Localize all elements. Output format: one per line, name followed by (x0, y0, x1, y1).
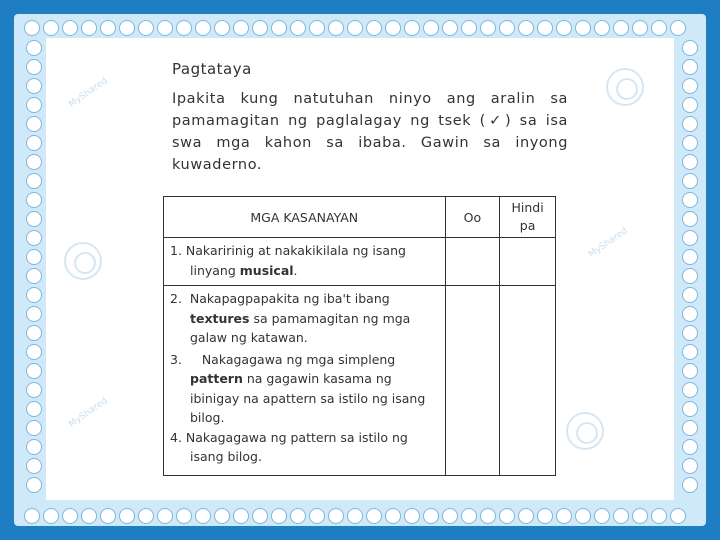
frame-scallop (100, 508, 116, 524)
frame-scallop (119, 508, 135, 524)
item-bold-term: musical (239, 262, 294, 278)
frame-scallop (26, 363, 42, 379)
frame-scallop (537, 20, 553, 36)
frame-scallop (575, 20, 591, 36)
frame-scallop (442, 20, 458, 36)
frame-scallop (81, 20, 97, 36)
frame-scallop (233, 20, 249, 36)
frame-scallop (26, 192, 42, 208)
frame-scallop (26, 325, 42, 341)
frame-scallop (26, 306, 42, 322)
frame-scallop (157, 508, 173, 524)
frame-scallop (290, 508, 306, 524)
frame-scallop (632, 508, 648, 524)
watermark-text: MyShared (67, 396, 110, 430)
item-text: Nakagagawa ng mga simpleng (201, 351, 396, 367)
frame-scallop (328, 508, 344, 524)
frame-scallop (26, 173, 42, 189)
frame-scallop (119, 20, 135, 36)
frame-scallop (682, 78, 698, 94)
frame-scallop (670, 20, 686, 36)
header-yes: Oo (445, 197, 500, 238)
frame-scallop (26, 154, 42, 170)
frame-scallop (632, 20, 648, 36)
frame-scallop (499, 508, 515, 524)
checkbox-not-yet-2[interactable] (500, 286, 556, 476)
frame-scallop (347, 508, 363, 524)
item-text: linyang (190, 262, 240, 278)
frame-scallop (682, 211, 698, 227)
frame-scallop (480, 20, 496, 36)
item-text: Nakaririnig at nakakikilala ng isang (185, 243, 406, 258)
frame-scallop (81, 508, 97, 524)
frame-scallop (682, 97, 698, 113)
frame-scallop (26, 287, 42, 303)
frame-scallop (252, 20, 268, 36)
frame-scallop (518, 508, 534, 524)
checklist-table (163, 196, 556, 476)
frame-scallop (366, 20, 382, 36)
frame-scallop (176, 20, 192, 36)
frame-scallop (682, 458, 698, 474)
item-text: na gagawin kasama ng (242, 371, 392, 386)
frame-scallop (214, 20, 230, 36)
checkbox-yes-1[interactable] (445, 238, 500, 286)
swirl-watermark-icon (64, 242, 102, 280)
item-bold-term: pattern (190, 371, 243, 386)
table-row (164, 286, 556, 476)
frame-scallop (366, 508, 382, 524)
frame-scallop (347, 20, 363, 36)
watermark-text: MyShared (587, 226, 630, 260)
frame-scallop (26, 458, 42, 474)
section-heading: Pagtataya (172, 60, 252, 78)
swirl-watermark-icon (566, 412, 604, 450)
frame-scallop (26, 382, 42, 398)
item-text: ibinigay na apattern sa istilo ng isang (190, 390, 426, 406)
frame-scallop (26, 249, 42, 265)
frame-scallop (26, 344, 42, 360)
frame-scallop (309, 508, 325, 524)
frame-scallop (518, 20, 534, 36)
frame-scallop (214, 508, 230, 524)
checkbox-not-yet-1[interactable] (500, 238, 556, 286)
frame-scallop (404, 508, 420, 524)
frame-scallop (271, 508, 287, 524)
frame-scallop (404, 20, 420, 36)
frame-scallop (24, 508, 40, 524)
header-not-yet-line2: pa (519, 218, 536, 233)
frame-scallop (423, 508, 439, 524)
frame-scallop (26, 59, 42, 75)
frame-scallop (252, 508, 268, 524)
frame-scallop (613, 508, 629, 524)
frame-scallop (176, 508, 192, 524)
frame-scallop (138, 20, 154, 36)
frame-scallop (682, 59, 698, 75)
frame-scallop (423, 20, 439, 36)
frame-scallop (290, 20, 306, 36)
frame-scallop (682, 306, 698, 322)
frame-scallop (385, 508, 401, 524)
frame-scallop (233, 508, 249, 524)
watermark-text: MyShared (67, 76, 110, 110)
frame-scallop (100, 20, 116, 36)
frame-scallop (26, 40, 42, 56)
frame-scallop (26, 268, 42, 284)
frame-scallop (682, 116, 698, 132)
frame-scallop (575, 508, 591, 524)
item-number: 3. (170, 351, 182, 367)
frame-scallop (682, 40, 698, 56)
frame-scallop (556, 508, 572, 524)
frame-scallop (26, 116, 42, 132)
item-text: isang bilog. (190, 449, 262, 464)
frame-scallop (157, 20, 173, 36)
skill-item-1 (164, 238, 446, 286)
frame-scallop (26, 97, 42, 113)
frame-scallop (499, 20, 515, 36)
frame-scallop (682, 268, 698, 284)
frame-scallop (442, 508, 458, 524)
frame-scallop (138, 508, 154, 524)
item-number: 1. (170, 243, 182, 258)
header-not-yet (500, 197, 556, 238)
frame-scallop (328, 20, 344, 36)
frame-scallop (594, 508, 610, 524)
frame-scallop (62, 20, 78, 36)
frame-scallop (309, 20, 325, 36)
table-header-row (164, 197, 556, 238)
checkbox-yes-2[interactable] (445, 286, 500, 476)
frame-scallop (24, 20, 40, 36)
skill-item-2-4 (164, 286, 446, 476)
frame-scallop (195, 20, 211, 36)
table-row (164, 238, 556, 286)
frame-scallop (26, 230, 42, 246)
frame-scallop (556, 20, 572, 36)
frame-scallop (43, 508, 59, 524)
frame-scallop (682, 363, 698, 379)
frame-scallop (682, 439, 698, 455)
item-text: galaw ng katawan. (190, 330, 308, 345)
frame-scallop (537, 508, 553, 524)
frame-scallop (682, 344, 698, 360)
item-text: sa pamamagitan ng mga (249, 310, 411, 326)
frame-scallop (670, 508, 686, 524)
frame-scallop (26, 401, 42, 417)
frame-scallop (682, 173, 698, 189)
frame-scallop (594, 20, 610, 36)
item-text: bilog. (190, 410, 225, 425)
frame-scallop (62, 508, 78, 524)
item-number: 4. (170, 429, 182, 445)
frame-scallop (26, 211, 42, 227)
instructions-text: Ipakita kung natutuhan ninyo ang aralin sa pamamagitan ng paglalagay ng tsek (✓) sa isa swa mga kahon sa ibaba. Gawin sa inyong kuwaderno. (172, 91, 568, 173)
frame-scallop (26, 477, 42, 493)
frame-scallop (461, 508, 477, 524)
frame-scallop (613, 20, 629, 36)
item-text: Nakapagpapakita ng iba't ibang (189, 291, 390, 306)
swirl-watermark-icon (606, 68, 644, 106)
item-bold-term: textures (190, 310, 250, 326)
frame-scallop (651, 508, 667, 524)
frame-scallop (682, 401, 698, 417)
frame-scallop (195, 508, 211, 524)
header-skills: MGA KASANAYAN (164, 197, 446, 238)
frame-scallop (271, 20, 287, 36)
frame-scallop (682, 135, 698, 151)
item-text: . (293, 262, 298, 278)
frame-scallop (682, 249, 698, 265)
frame-scallop (480, 508, 496, 524)
frame-scallop (43, 20, 59, 36)
frame-scallop (682, 325, 698, 341)
frame-scallop (26, 78, 42, 94)
frame-scallop (682, 230, 698, 246)
frame-scallop (26, 420, 42, 436)
frame-scallop (682, 477, 698, 493)
frame-scallop (461, 20, 477, 36)
frame-scallop (682, 382, 698, 398)
header-not-yet-line1: Hindi (511, 200, 544, 215)
item-number: 2. (170, 291, 182, 306)
frame-scallop (682, 287, 698, 303)
frame-scallop (385, 20, 401, 36)
frame-scallop (26, 439, 42, 455)
frame-scallop (682, 420, 698, 436)
frame-scallop (682, 192, 698, 208)
frame-scallop (651, 20, 667, 36)
frame-scallop (682, 154, 698, 170)
frame-scallop (26, 135, 42, 151)
item-text: Nakagagawa ng pattern sa istilo ng (185, 429, 408, 445)
